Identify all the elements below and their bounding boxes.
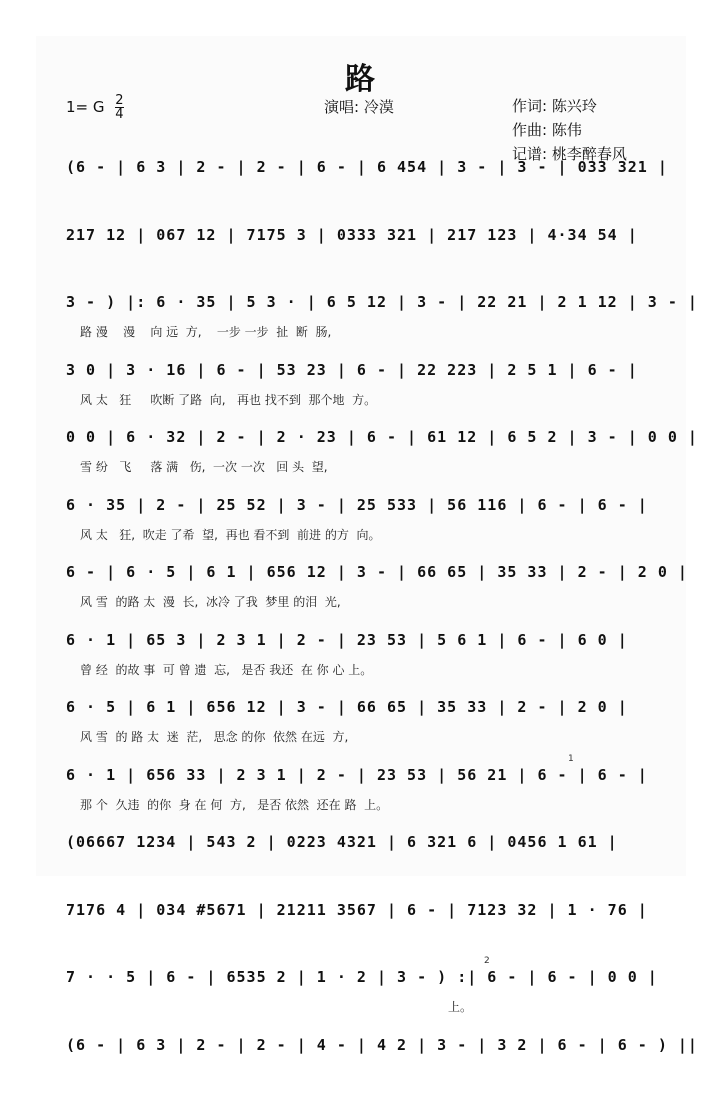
lyric-line: 那 个 久违 的你 身 在 何 方, 是否 依然 还在 路 上。 (80, 796, 670, 813)
lyric-line: 路 漫 漫 向 远 方, 一步 一步 扯 断 肠, (80, 323, 670, 340)
lyric-line: 风 太 狂, 吹走 了希 望, 再也 看不到 前进 的方 向。 (80, 526, 670, 543)
transcriber-credit: 记谱: 桃李醉春风 (512, 142, 627, 166)
notation-line: 6 · 5 | 6 1 | 656 12 | 3 - | 66 65 | 35 33 | 2 - | 2 0 | (66, 698, 656, 716)
score-row (36, 631, 686, 699)
notation-line: 0 0 | 6 · 32 | 2 - | 2 · 23 | 6 - | 61 12 | 6 5 2 | 3 - | 0 0 | (66, 428, 656, 446)
time-signature (115, 94, 123, 121)
notation-line: 6 - | 6 · 5 | 6 1 | 656 12 | 3 - | 66 65 | 35 33 | 2 - | 2 0 | (66, 563, 656, 581)
volta-first: 1 (568, 754, 574, 764)
composer-credit: 作曲: 陈伟 (512, 118, 627, 142)
lyric-line: 曾 经 的故 事 可 曾 遗 忘, 是否 我还 在 你 心 上。 (80, 661, 670, 678)
score-row (36, 1036, 686, 1103)
score-row (36, 833, 686, 901)
score-row (36, 361, 686, 429)
key-label: 1= G (66, 98, 105, 116)
song-title: 路 (36, 54, 686, 98)
score-row (36, 766, 686, 834)
singer-credit: 演唱: 冷漠 (324, 96, 394, 117)
notation-line: 6 · 1 | 65 3 | 2 3 1 | 2 - | 23 53 | 5 6 1 | 6 - | 6 0 | (66, 631, 656, 649)
lyricist-credit: 作词: 陈兴玲 (512, 94, 627, 118)
notation-line: 3 0 | 3 · 16 | 6 - | 53 23 | 6 - | 22 223 | 2 5 1 | 6 - | (66, 361, 656, 379)
credits-block (512, 94, 627, 166)
lyric-line: 上。 (448, 998, 722, 1015)
score-row (36, 698, 686, 766)
score-rows (36, 158, 686, 1103)
notation-line: 6 · 35 | 2 - | 25 52 | 3 - | 25 533 | 56 116 | 6 - | 6 - | (66, 496, 656, 514)
key-signature (66, 94, 124, 121)
score-row (36, 428, 686, 496)
notation-line: (6 - | 6 3 | 2 - | 2 - | 4 - | 4 2 | 3 - | 3 2 | 6 - | 6 - ) || (66, 1036, 656, 1054)
score-row (36, 226, 686, 294)
notation-line: (6 - | 6 3 | 2 - | 2 - | 6 - | 6 454 | 3 - | 3 - | 033 321 | (66, 158, 656, 176)
time-top: 2 (115, 94, 123, 108)
score-row (36, 968, 686, 1036)
lyric-line: 风 太 狂 吹断 了路 向, 再也 找不到 那个地 方。 (80, 391, 670, 408)
notation-line: 217 12 | 067 12 | 7175 3 | 0333 321 | 217 123 | 4·34 54 | (66, 226, 656, 244)
notation-line: (06667 1234 | 543 2 | 0223 4321 | 6 321 6 | 0456 1 61 | (66, 833, 656, 851)
score-row (36, 496, 686, 564)
notation-line: 6 · 1 | 656 33 | 2 3 1 | 2 - | 23 53 | 56 21 | 6 - | 6 - | (66, 766, 656, 784)
lyric-line: 风 雪 的路 太 漫 长, 冰冷 了我 梦里 的泪 光, (80, 593, 670, 610)
score-row (36, 563, 686, 631)
time-bottom: 4 (115, 108, 123, 121)
score-sheet (36, 36, 686, 876)
lyric-line: 雪 纷 飞 落 满 伤, 一次 一次 回 头 望, (80, 458, 670, 475)
score-row (36, 158, 686, 226)
lyric-line: 风 雪 的 路 太 迷 茫, 思念 的你 依然 在远 方, (80, 728, 670, 745)
score-row (36, 293, 686, 361)
notation-line: 7 · · 5 | 6 - | 6535 2 | 1 · 2 | 3 - ) :| 6 - | 6 - | 0 0 | (66, 968, 656, 986)
notation-line: 7176 4 | 034 #5671 | 21211 3567 | 6 - | 7123 32 | 1 · 76 | (66, 901, 656, 919)
volta-second: 2 (484, 956, 490, 966)
notation-line: 3 - ) |: 6 · 35 | 5 3 · | 6 5 12 | 3 - | 22 21 | 2 1 12 | 3 - | (66, 293, 656, 311)
